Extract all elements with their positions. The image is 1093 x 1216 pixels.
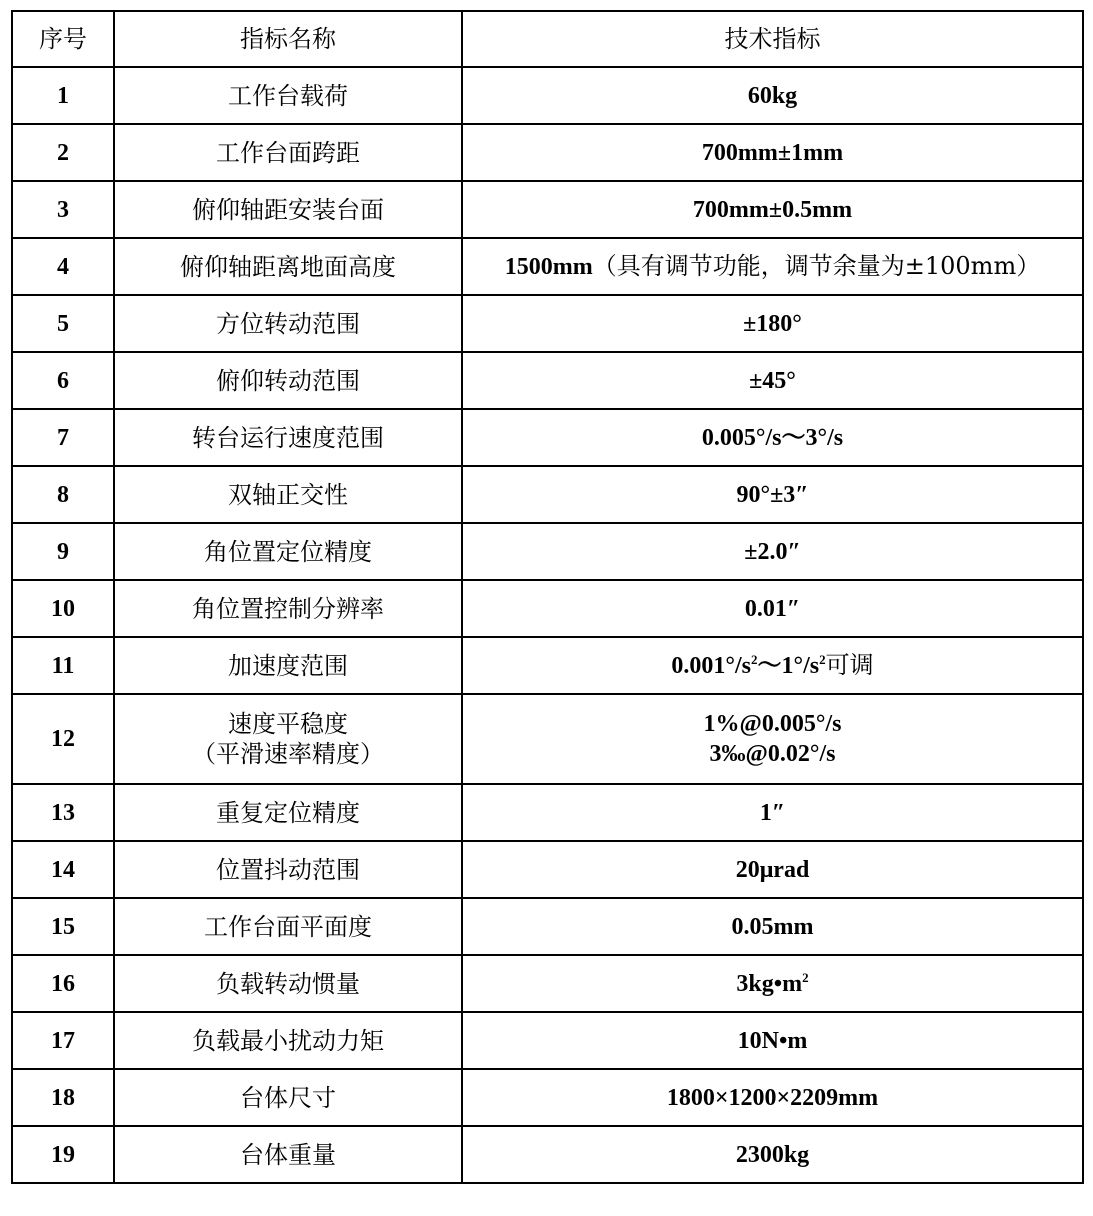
table-row [12, 181, 1083, 238]
value-main: 1500mm [504, 254, 593, 280]
row-no: 2 [12, 124, 114, 181]
row-value: ±2.0″ [462, 523, 1083, 580]
row-no: 10 [12, 580, 114, 637]
row-value: 1″ [462, 784, 1083, 841]
row-name: 方位转动范围 [114, 295, 462, 352]
row-name: 角位置控制分辨率 [114, 580, 462, 637]
row-no: 11 [12, 637, 114, 694]
row-name: 双轴正交性 [114, 466, 462, 523]
row-name: 工作台面跨距 [114, 124, 462, 181]
row-no: 16 [12, 955, 114, 1012]
row-value: 0.005°/s～3°/s [462, 409, 1083, 466]
row-value: 700mm±1mm [462, 124, 1083, 181]
row-value: 1800×1200×2209mm [462, 1069, 1083, 1126]
table-row [12, 238, 1083, 295]
value-part: 0.001°/s [671, 653, 751, 679]
table-row [12, 1012, 1083, 1069]
header-name: 指标名称 [114, 11, 462, 67]
table-row [12, 1069, 1083, 1126]
row-value [462, 238, 1083, 295]
row-no: 13 [12, 784, 114, 841]
row-no: 1 [12, 67, 114, 124]
row-no: 8 [12, 466, 114, 523]
table-row [12, 124, 1083, 181]
table-row [12, 580, 1083, 637]
row-name: 工作台载荷 [114, 67, 462, 124]
superscript: 2 [819, 652, 826, 667]
row-name: 俯仰轴距离地面高度 [114, 238, 462, 295]
header-no: 序号 [12, 11, 114, 67]
row-value: ±45° [462, 352, 1083, 409]
name-line: 速度平稳度 [228, 710, 348, 738]
row-name: 角位置定位精度 [114, 523, 462, 580]
row-name: 转台运行速度范围 [114, 409, 462, 466]
row-name: 工作台面平面度 [114, 898, 462, 955]
row-no: 17 [12, 1012, 114, 1069]
row-name: 加速度范围 [114, 637, 462, 694]
value-line: 3‰@0.02°/s [709, 741, 836, 767]
row-value: 0.01″ [462, 580, 1083, 637]
row-name: 台体重量 [114, 1126, 462, 1183]
row-value: 60kg [462, 67, 1083, 124]
row-name: 负载转动惯量 [114, 955, 462, 1012]
table-row [12, 67, 1083, 124]
row-name: 负载最小扰动力矩 [114, 1012, 462, 1069]
name-line: （平滑速率精度） [192, 740, 384, 768]
row-name: 俯仰转动范围 [114, 352, 462, 409]
row-no: 3 [12, 181, 114, 238]
row-no: 5 [12, 295, 114, 352]
row-value: 700mm±0.5mm [462, 181, 1083, 238]
value-part: 可调 [825, 651, 874, 679]
table-row [12, 637, 1083, 694]
table-row [12, 295, 1083, 352]
spec-table [11, 10, 1084, 1184]
value-part: 3kg•m [736, 970, 803, 997]
table-row [12, 955, 1083, 1012]
row-value [462, 955, 1083, 1012]
header-row [12, 11, 1083, 67]
row-value: 0.05mm [462, 898, 1083, 955]
row-name: 俯仰轴距安装台面 [114, 181, 462, 238]
table-row [12, 841, 1083, 898]
row-no: 6 [12, 352, 114, 409]
row-value: 10N•m [462, 1012, 1083, 1069]
table-row [12, 898, 1083, 955]
row-value [462, 694, 1083, 784]
row-value: 2300kg [462, 1126, 1083, 1183]
value-note: （具有调节功能，调节余量为±100mm） [592, 252, 1041, 280]
row-value [462, 637, 1083, 694]
row-no: 7 [12, 409, 114, 466]
row-value: 90°±3″ [462, 466, 1083, 523]
table-row [12, 1126, 1083, 1183]
header-value: 技术指标 [462, 11, 1083, 67]
row-no: 19 [12, 1126, 114, 1183]
table-row [12, 694, 1083, 784]
row-no: 14 [12, 841, 114, 898]
row-value: ±180° [462, 295, 1083, 352]
row-no: 4 [12, 238, 114, 295]
table-row [12, 466, 1083, 523]
value-line: 1%@0.005°/s [703, 711, 842, 737]
superscript: 2 [802, 969, 809, 985]
row-no: 15 [12, 898, 114, 955]
superscript: 2 [751, 652, 758, 667]
row-no: 12 [12, 694, 114, 784]
table-row [12, 409, 1083, 466]
row-value: 20μrad [462, 841, 1083, 898]
row-name: 位置抖动范围 [114, 841, 462, 898]
table-row [12, 784, 1083, 841]
value-part: ～1°/s [757, 653, 820, 679]
row-name: 台体尺寸 [114, 1069, 462, 1126]
row-no: 9 [12, 523, 114, 580]
row-no: 18 [12, 1069, 114, 1126]
row-name: 重复定位精度 [114, 784, 462, 841]
table-row [12, 523, 1083, 580]
table-row [12, 352, 1083, 409]
row-name [114, 694, 462, 784]
